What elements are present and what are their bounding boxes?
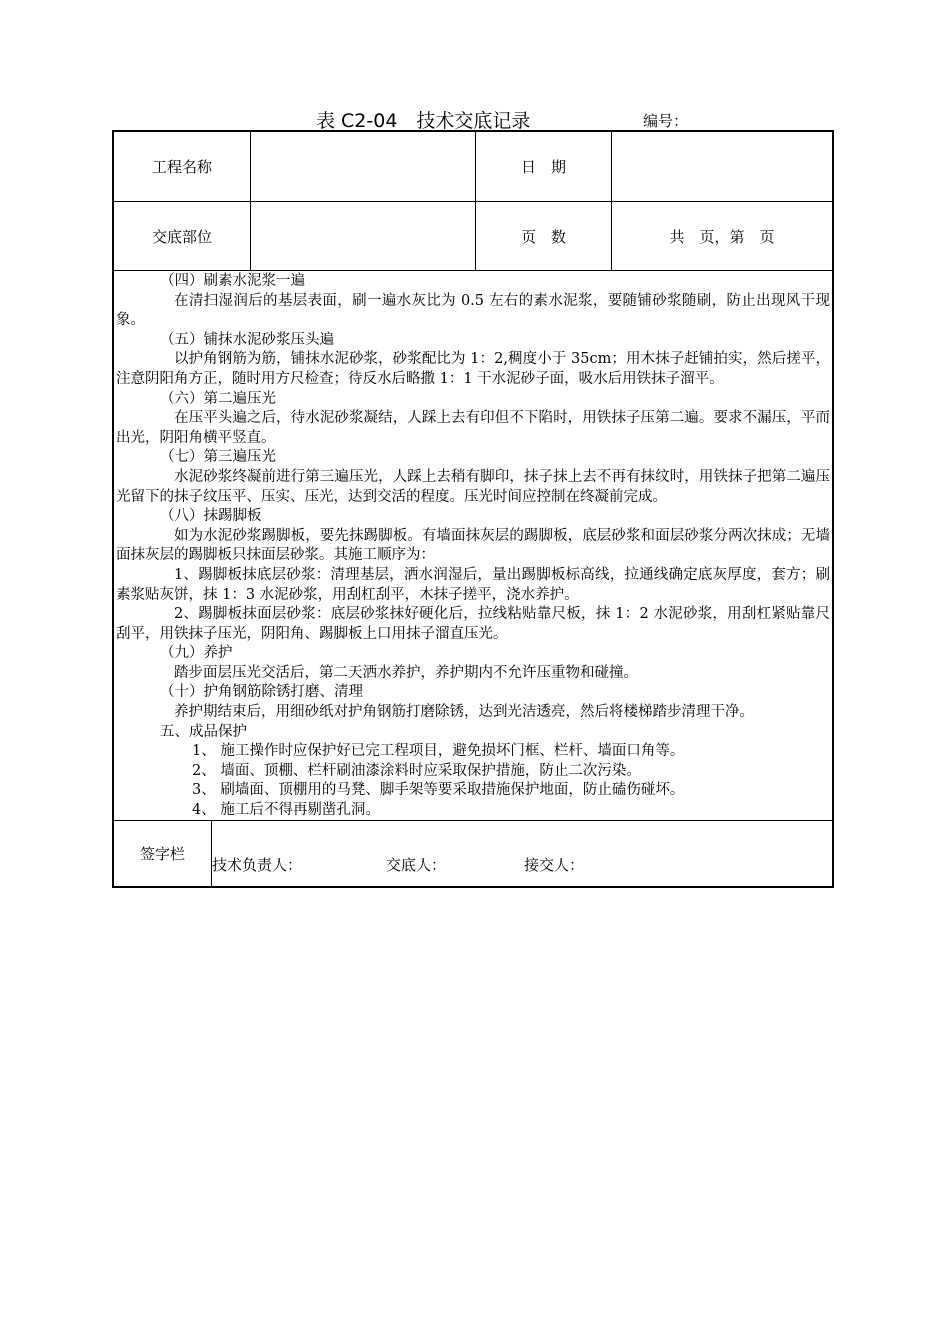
content-paragraph: 养护期结束后，用细砂纸对护角钢筋打磨除锈，达到光洁透亮，然后将楼梯踏步清理干净。	[174, 704, 754, 721]
date-value	[612, 132, 832, 201]
content-paragraph: 水泥砂浆终凝前进行第三遍压光，人踩上去稍有脚印，抹子抹上去不再有抹纹时，用铁抹子把第二遍压光留下的抹子纹压平、压实、压光，达到交活的程度。压光时间应控制在终凝前完成。	[116, 468, 830, 505]
project-name-label: 工程名称	[151, 158, 212, 176]
content-paragraph: 4、 施工后不得再剔凿孔洞。	[192, 802, 380, 819]
content-paragraph: （六）第二遍压光	[160, 390, 276, 407]
content-paragraph: （十）护角钢筋除锈打磨、清理	[160, 684, 363, 701]
content-paragraph: 在压平头遍之后，待水泥砂浆凝结，人踩上去有印但不下陷时，用铁抹子压第二遍。要求不漏压，平而出光，阴阳角横平竖直。	[116, 410, 830, 446]
row-divider	[114, 270, 832, 271]
project-name-value	[251, 132, 475, 201]
content-paragraph: 踏步面层压光交活后，第二天洒水养护，养护期内不允许压重物和碰撞。	[174, 664, 638, 681]
content-paragraph: （五）铺抹水泥砂浆压头遍	[160, 331, 334, 348]
content-paragraph: 2、踢脚板抹面层砂浆：底层砂浆抹好硬化后，拉线粘贴靠尺板，抹 1：2 水泥砂浆，用刮杠紧贴靠尺刮平，用铁抹子压光，阴阳角、踢脚板上口用抹子溜直压光。	[116, 606, 830, 642]
tech-lead-signature: 技术负责人：	[212, 856, 303, 874]
pages-value: 共 页，第 页	[669, 227, 775, 246]
content-paragraph: （九）养护	[160, 645, 233, 662]
document-number-label: 编号：	[643, 112, 689, 130]
pages-label: 页 数	[520, 227, 566, 246]
signature-label: 签字栏	[139, 844, 185, 863]
content-paragraph: 1、踢脚板抹底层砂浆：清理基层，洒水润湿后，量出踢脚板标高线，拉通线确定底灰厚度，套方；刷素浆贴灰饼，抹 1：3 水泥砂浆，用刮杠刮平，木抹子搓平，浇水养护。	[116, 566, 830, 603]
discloser-signature: 交底人：	[386, 856, 447, 874]
content-paragraph: （七）第三遍压光	[160, 449, 276, 466]
date-label: 日 期	[520, 158, 566, 176]
content-paragraph: 五、成品保护	[160, 723, 247, 740]
content-paragraph: （八）抹踢脚板	[160, 508, 262, 525]
column-divider	[211, 820, 212, 886]
section-value	[251, 202, 475, 270]
document-title: 表 C2-04 技术交底记录	[316, 110, 531, 132]
receiver-signature: 接交人：	[524, 856, 585, 874]
content-paragraph: 2、 墙面、顶棚、栏杆刷油漆涂料时应采取保护措施，防止二次污染。	[192, 762, 641, 779]
content-paragraph: 3、 刷墙面、顶棚用的马凳、脚手架等要采取措施保护地面，防止磕伤碰坏。	[192, 782, 685, 799]
disclosure-table	[112, 130, 834, 888]
content-paragraph: 如为水泥砂浆踢脚板，要先抹踢脚板。有墙面抹灰层的踢脚板，底层砂浆和面层砂浆分两次抹成；无墙面抹灰层的踢脚板只抹面层砂浆。其施工顺序为：	[116, 527, 830, 564]
disclosure-content	[116, 272, 830, 821]
section-label: 交底部位	[151, 227, 212, 246]
content-paragraph: 以护角钢筋为筋，铺抹水泥砂浆，砂浆配比为 1：2,稠度小于 35cm；用木抹子赶铺拍实，然后搓平，注意阴阳角方正，随时用方尺检查；待反水后略撒 1：1 干水泥砂子面，吸水后用铁抹子溜平。	[116, 351, 830, 387]
content-paragraph: （四）刷素水泥浆一遍	[160, 273, 305, 289]
content-paragraph: 1、 施工操作时应保护好已完工程项目，避免损坏门框、栏杆、墙面口角等。	[192, 743, 685, 760]
content-paragraph: 在清扫湿润后的基层表面，刷一遍水灰比为 0.5 左右的素水泥浆，要随铺砂浆随刷，防止出现风干现象。	[116, 292, 830, 329]
